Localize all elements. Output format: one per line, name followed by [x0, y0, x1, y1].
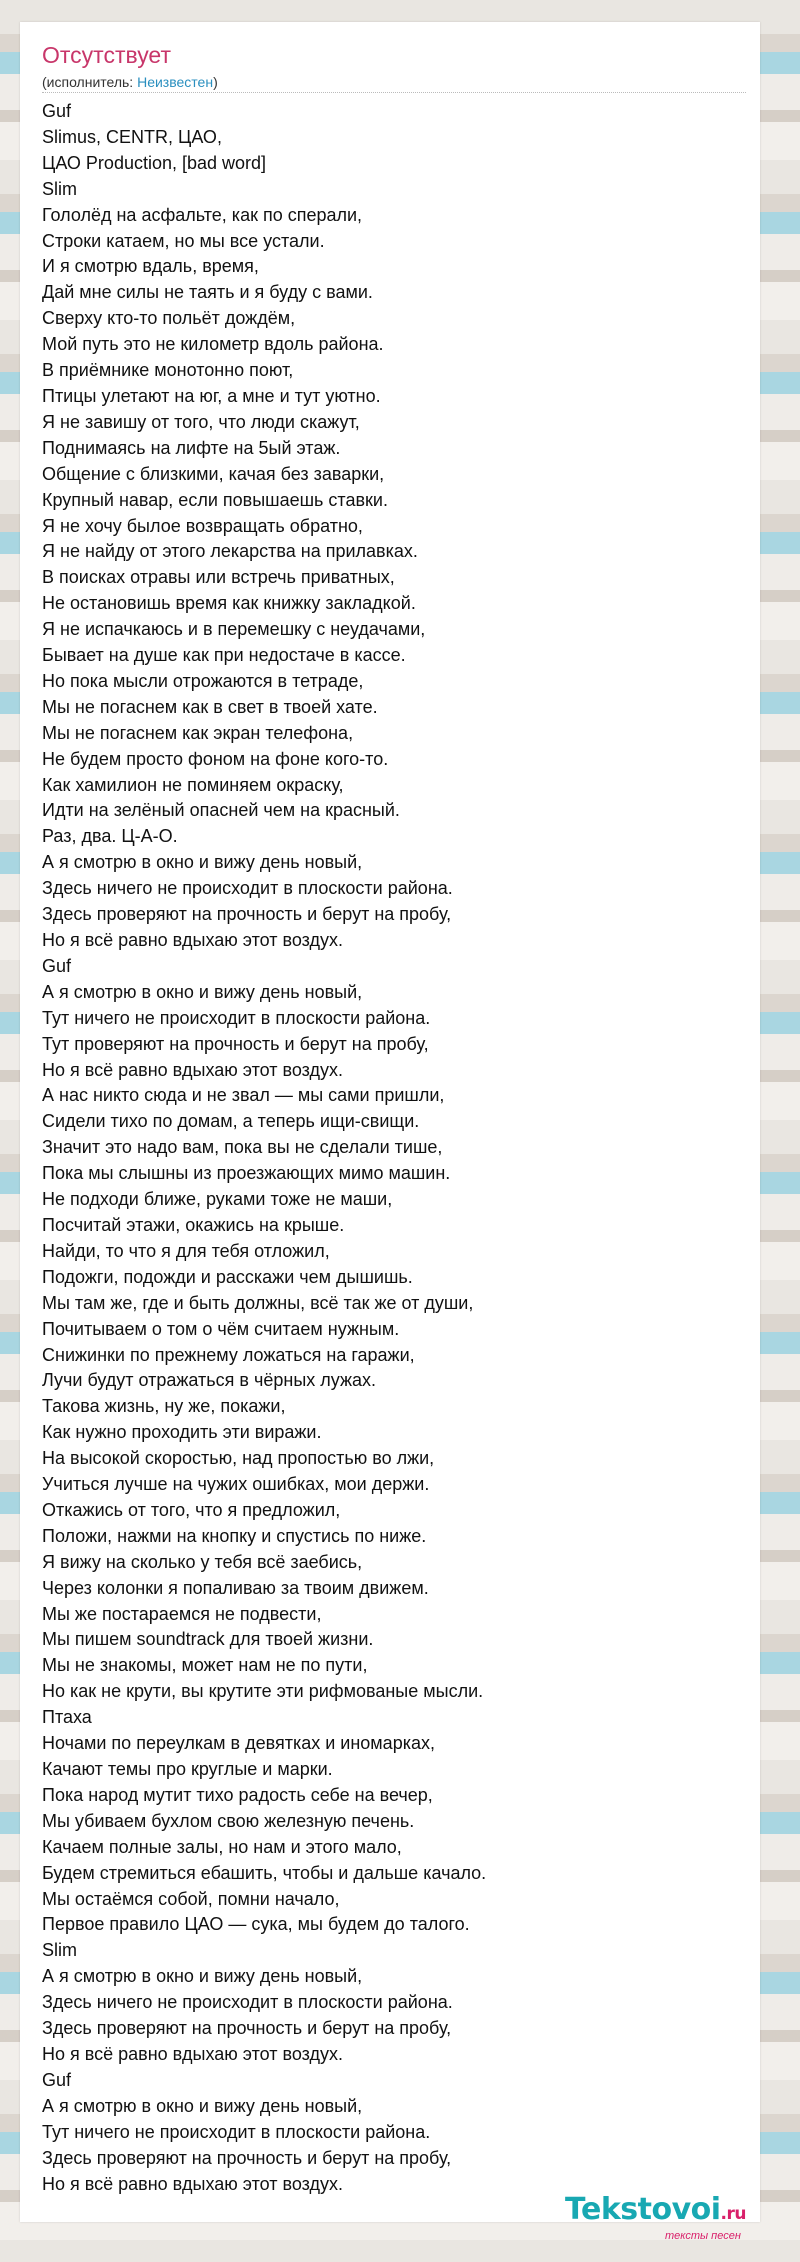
lyric-line: Мы пишем soundtrack для твоей жизни. [42, 1629, 374, 1650]
lyric-line: Slim [42, 1940, 77, 1961]
lyric-line: Через колонки я попаливаю за твоим движем. [42, 1577, 429, 1598]
lyric-line: Не остановишь время как книжку закладкой. [42, 593, 416, 614]
lyric-line: Мой путь это не километр вдоль района. [42, 334, 384, 355]
lyric-line: Но как не крути, вы крутите эти рифмованые мысли. [42, 1681, 484, 1702]
lyric-line: Я не испачкаюсь и в перемешку с неудачами, [42, 619, 426, 640]
lyric-line: Здесь ничего не происходит в плоскости района. [42, 1992, 453, 2013]
lyric-line: Как нужно проходить эти виражи. [42, 1422, 322, 1443]
lyric-line: Лучи будут отражаться в чёрных лужах. [42, 1370, 377, 1391]
lyric-line: Здесь проверяют на прочность и берут на пробу, [42, 2147, 452, 2168]
lyric-line: А я смотрю в окно и вижу день новый, [42, 2095, 363, 2116]
lyric-line: Я не хочу былое возвращать обратно, [42, 515, 363, 536]
lyric-line: Будем стремиться ебашить, чтобы и дальше качало. [42, 1862, 487, 1883]
lyric-line: А я смотрю в окно и вижу день новый, [42, 1966, 363, 1987]
lyric-line: Но я всё равно вдыхаю этот воздух. [42, 2043, 343, 2064]
lyrics-text [42, 99, 486, 2197]
lyric-line: Откажись от того, что я предложил, [42, 1499, 341, 1520]
lyric-line: Но я всё равно вдыхаю этот воздух. [42, 930, 343, 950]
site-logo[interactable] [565, 2192, 775, 2252]
lyric-line: Первое правило ЦАО — сука, мы будем до талого. [42, 1914, 470, 1935]
logo-wordmark [565, 2192, 746, 2227]
lyric-line: Пока мы слышны из проезжающих мимо машин. [42, 1163, 451, 1184]
lyric-line: Здесь проверяют на прочность и берут на пробу, [42, 904, 452, 925]
song-title: Отсутствует [42, 42, 171, 68]
lyric-line: Дай мне силы не таять и я буду с вами. [42, 282, 373, 303]
lyric-line: Ночами по переулкам в девятках и иномарках, [42, 1733, 435, 1754]
lyric-line: Птаха [42, 1707, 92, 1728]
artist-prefix: (исполнитель: [42, 74, 138, 90]
lyric-line: Guf [42, 2069, 72, 2090]
lyric-line: Как хамилион не поминяем окраску, [42, 774, 344, 795]
lyric-line: Но пока мысли отрожаются в тетраде, [42, 670, 364, 691]
lyric-line: Значит это надо вам, пока вы не сделали тише, [42, 1137, 443, 1158]
logo-name: Tekstovoi [565, 2192, 721, 2227]
lyric-line: Guf [42, 101, 72, 121]
lyric-line: Slim [42, 178, 77, 199]
lyric-line: Общение с близкими, качая без заварки, [42, 463, 385, 484]
artist-line [42, 74, 218, 90]
lyric-line: Я вижу на сколько у тебя всё заебись, [42, 1551, 363, 1572]
lyric-line: Такова жизнь, ну же, покажи, [42, 1396, 286, 1417]
lyric-line: И я смотрю вдаль, время, [42, 256, 259, 277]
logo-tld: .ru [720, 2204, 746, 2224]
lyric-line: Идти на зелёный опасней чем на красный. [42, 800, 400, 821]
lyric-line: А я смотрю в окно и вижу день новый, [42, 981, 363, 1002]
lyric-line: Крупный навар, если повышаешь ставки. [42, 489, 388, 510]
lyric-line: Пока народ мутит тихо радость себе на вечер, [42, 1784, 433, 1805]
lyric-line: Тут ничего не происходит в плоскости района. [42, 2121, 431, 2142]
lyric-line: Раз, два. Ц-А-О. [42, 826, 178, 847]
lyric-line: ЦАО Production, [bad word] [42, 152, 267, 173]
lyric-line: Строки катаем, но мы все устали. [42, 230, 325, 251]
artist-suffix: ) [213, 74, 218, 90]
lyric-line: Найди, то что я для тебя отложил, [42, 1240, 330, 1261]
lyric-line: Тут проверяют на прочность и берут на пробу, [42, 1033, 429, 1054]
lyrics-card [20, 22, 760, 2222]
lyric-line: Качаем полные залы, но нам и этого мало, [42, 1836, 402, 1857]
divider [42, 92, 746, 93]
lyric-line: Не будем просто фоном на фоне кого-то. [42, 748, 389, 769]
lyric-line: Посчитай этажи, окажись на крыше. [42, 1214, 345, 1235]
lyric-line: Почитываем о том о чём считаем нужным. [42, 1318, 400, 1339]
lyric-line: Учиться лучше на чужих ошибках, мои держи. [42, 1474, 430, 1495]
lyric-line: В поисках отравы или встречь приватных, [42, 567, 395, 588]
lyric-line: Мы не погаснем как в свет в твоей хате. [42, 696, 378, 717]
lyric-line: Мы не погаснем как экран телефона, [42, 722, 354, 743]
lyric-line: Здесь ничего не происходит в плоскости района. [42, 878, 453, 899]
lyric-line: Качают темы про круглые и марки. [42, 1759, 333, 1779]
lyric-line: Но я всё равно вдыхаю этот воздух. [42, 1059, 343, 1080]
lyric-line: Guf [42, 955, 72, 976]
lyric-line: Мы остаёмся собой, помни начало, [42, 1888, 340, 1909]
lyric-line: Мы там же, где и быть должны, всё так же от души, [42, 1292, 474, 1313]
lyric-line: А я смотрю в окно и вижу день новый, [42, 852, 363, 873]
lyric-line: Здесь проверяют на прочность и берут на пробу, [42, 2018, 452, 2039]
lyric-line: Снижинки по прежнему ложаться на гаражи, [42, 1344, 415, 1365]
lyric-line: Птицы улетают на юг, а мне и тут уютно. [42, 385, 381, 406]
lyric-line: Тут ничего не происходит в плоскости района. [42, 1007, 431, 1028]
lyric-line: Я не найду от этого лекарства на прилавках. [42, 541, 418, 562]
lyric-line: Поднимаясь на лифте на 5ый этаж. [42, 437, 341, 458]
lyric-line: Мы же постараемся не подвести, [42, 1603, 322, 1624]
lyric-line: В приёмнике монотонно поют, [42, 360, 294, 381]
lyric-line: Slimus, CENTR, ЦАО, [42, 126, 222, 147]
lyric-line: Я не завишу от того, что люди скажут, [42, 411, 360, 432]
lyric-line: Сверху кто-то польёт дождём, [42, 308, 296, 329]
lyric-line: Подожги, подожди и расскажи чем дышишь. [42, 1266, 413, 1287]
lyric-line: Но я всё равно вдыхаю этот воздух. [42, 2173, 343, 2194]
lyric-line: А нас никто сюда и не звал — мы сами пришли, [42, 1085, 445, 1106]
lyric-line: На высокой скоростью, над пропостью во лжи, [42, 1448, 435, 1469]
lyric-line: Сидели тихо по домам, а теперь ищи-свищи. [42, 1111, 420, 1132]
lyric-line: Не подходи ближе, руками тоже не маши, [42, 1189, 393, 1210]
lyric-line: Мы убиваем бухлом свою железную печень. [42, 1810, 415, 1831]
lyric-line: Мы не знакомы, может нам не по пути, [42, 1655, 368, 1676]
lyric-line: Положи, нажми на кнопку и спустись по ниже. [42, 1525, 427, 1546]
lyric-line: Бывает на душе как при недостаче в кассе. [42, 645, 406, 666]
artist-link[interactable]: Неизвестен [137, 74, 214, 90]
logo-tagline: тексты песен [665, 2230, 741, 2242]
lyric-line: Гололёд на асфальте, как по сперали, [42, 204, 363, 225]
